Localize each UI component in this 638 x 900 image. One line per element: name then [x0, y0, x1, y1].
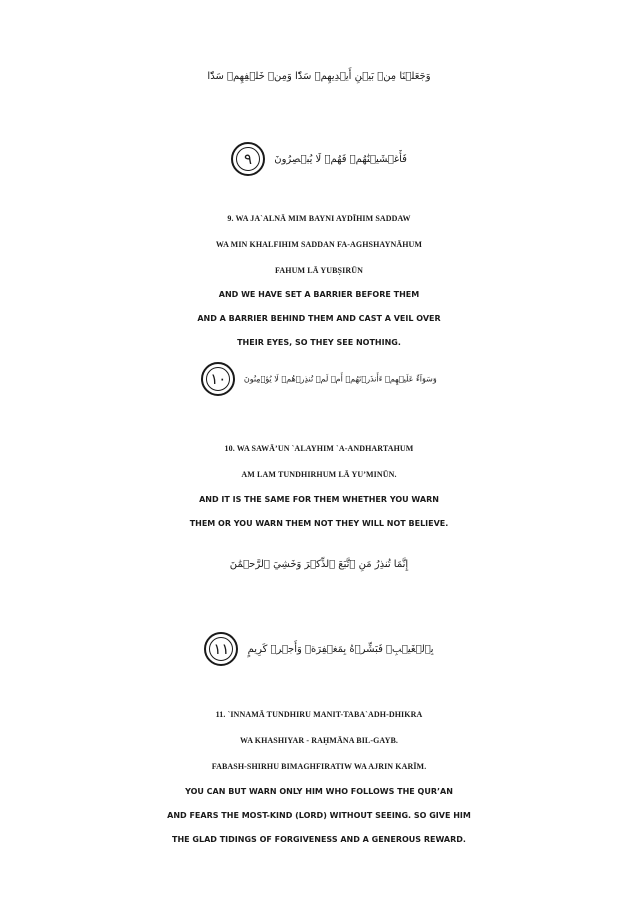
translation-line: AND FEARS THE MOST-KIND (LORD) WITHOUT SEEING. SO GIVE HIM: [167, 811, 471, 820]
verse-number: ١١: [213, 640, 230, 658]
transliteration-line: WA KHASHIYAR - RAḤMĀNA BIL-GAYB.: [240, 736, 398, 745]
translation-line: THEM OR YOU WARN THEM NOT THEY WILL NOT BELIEVE.: [189, 519, 449, 528]
verse-number: ٩: [244, 150, 253, 168]
verse-9-translation: [0, 283, 638, 355]
transliteration-line: 11. `INNAMĀ TUNDHIRU MANIT-TABA`ADH-DHIKRA: [215, 710, 423, 719]
verse-11-translation: [0, 780, 638, 852]
verse-number-medallion-icon: [204, 632, 238, 666]
translation-line: THEIR EYES, SO THEY SEE NOTHING.: [237, 338, 401, 347]
arabic-text: وَجَعَلۡنَا مِنۢ بَيۡنِ أَيۡدِيهِمۡ سَدّٗا وَمِنۡ خَلۡفِهِمۡ سَدّٗا: [207, 71, 431, 82]
verse-number-medallion-icon: [231, 142, 265, 176]
arabic-text: بِٱلۡغَيۡبِۖ فَبَشِّرۡهُ بِمَغۡفِرَةٖ وَأَجۡرٖ كَرِيمٍ: [247, 644, 434, 655]
transliteration-line: 9. WA JA`ALNĀ MIM BAYNI AYDĪHIM SADDAW: [227, 214, 411, 223]
transliteration-line: 10. WA SAWĀ’UN `ALAYHIM `A-ANDHARTAHUM: [224, 444, 414, 453]
arabic-text: فَأَغۡشَيۡنَٰهُمۡ فَهُمۡ لَا يُبۡصِرُونَ: [274, 154, 407, 165]
verse-9-transliteration: [0, 206, 638, 284]
verse-10-translation: [0, 488, 638, 536]
verse-number-medallion-icon: [201, 362, 235, 396]
transliteration-line: WA MIN KHALFIHIM SADDAN FA-AGHSHAYNĀHUM: [215, 240, 423, 249]
verse-11-arabic-line-1: [0, 560, 638, 570]
transliteration-line: FABASH-SHIRHU BIMAGHFIRATIW WA AJRIN KARĪM.: [211, 762, 427, 771]
verse-9-arabic-line-2: [0, 142, 638, 176]
verse-10-arabic-line-1: [0, 362, 638, 396]
verse-9-arabic-line-1: [0, 72, 638, 82]
verse-number: ١٠: [210, 370, 227, 388]
transliteration-line: FAHUM LĀ YUBṢIRŪN: [275, 266, 363, 275]
translation-line: THE GLAD TIDINGS OF FORGIVENESS AND A GENEROUS REWARD.: [172, 835, 466, 844]
translation-line: AND A BARRIER BEHIND THEM AND CAST A VEIL OVER: [197, 314, 441, 323]
verse-10-transliteration: [0, 436, 638, 488]
transliteration-line: AM LAM TUNDHIRHUM LĀ YU’MINŪN.: [241, 470, 397, 479]
verse-11-arabic-line-2: [0, 632, 638, 666]
translation-line: YOU CAN BUT WARN ONLY HIM WHO FOLLOWS THE QUR’AN: [185, 787, 453, 796]
arabic-text: وَسَوَآءٌ عَلَيۡهِمۡ ءَأَنذَرۡتَهُمۡ أَمۡ لَمۡ تُنذِرۡهُمۡ لَا يُؤۡمِنُونَ: [243, 374, 437, 384]
translation-line: AND WE HAVE SET A BARRIER BEFORE THEM: [218, 290, 420, 299]
verse-11-transliteration: [0, 702, 638, 780]
arabic-text: إِنَّمَا تُنذِرُ مَنِ ٱتَّبَعَ ٱلذِّكۡرَ وَخَشِيَ ٱلرَّحۡمَٰنَ: [229, 559, 409, 570]
translation-line: AND IT IS THE SAME FOR THEM WHETHER YOU WARN: [199, 495, 439, 504]
